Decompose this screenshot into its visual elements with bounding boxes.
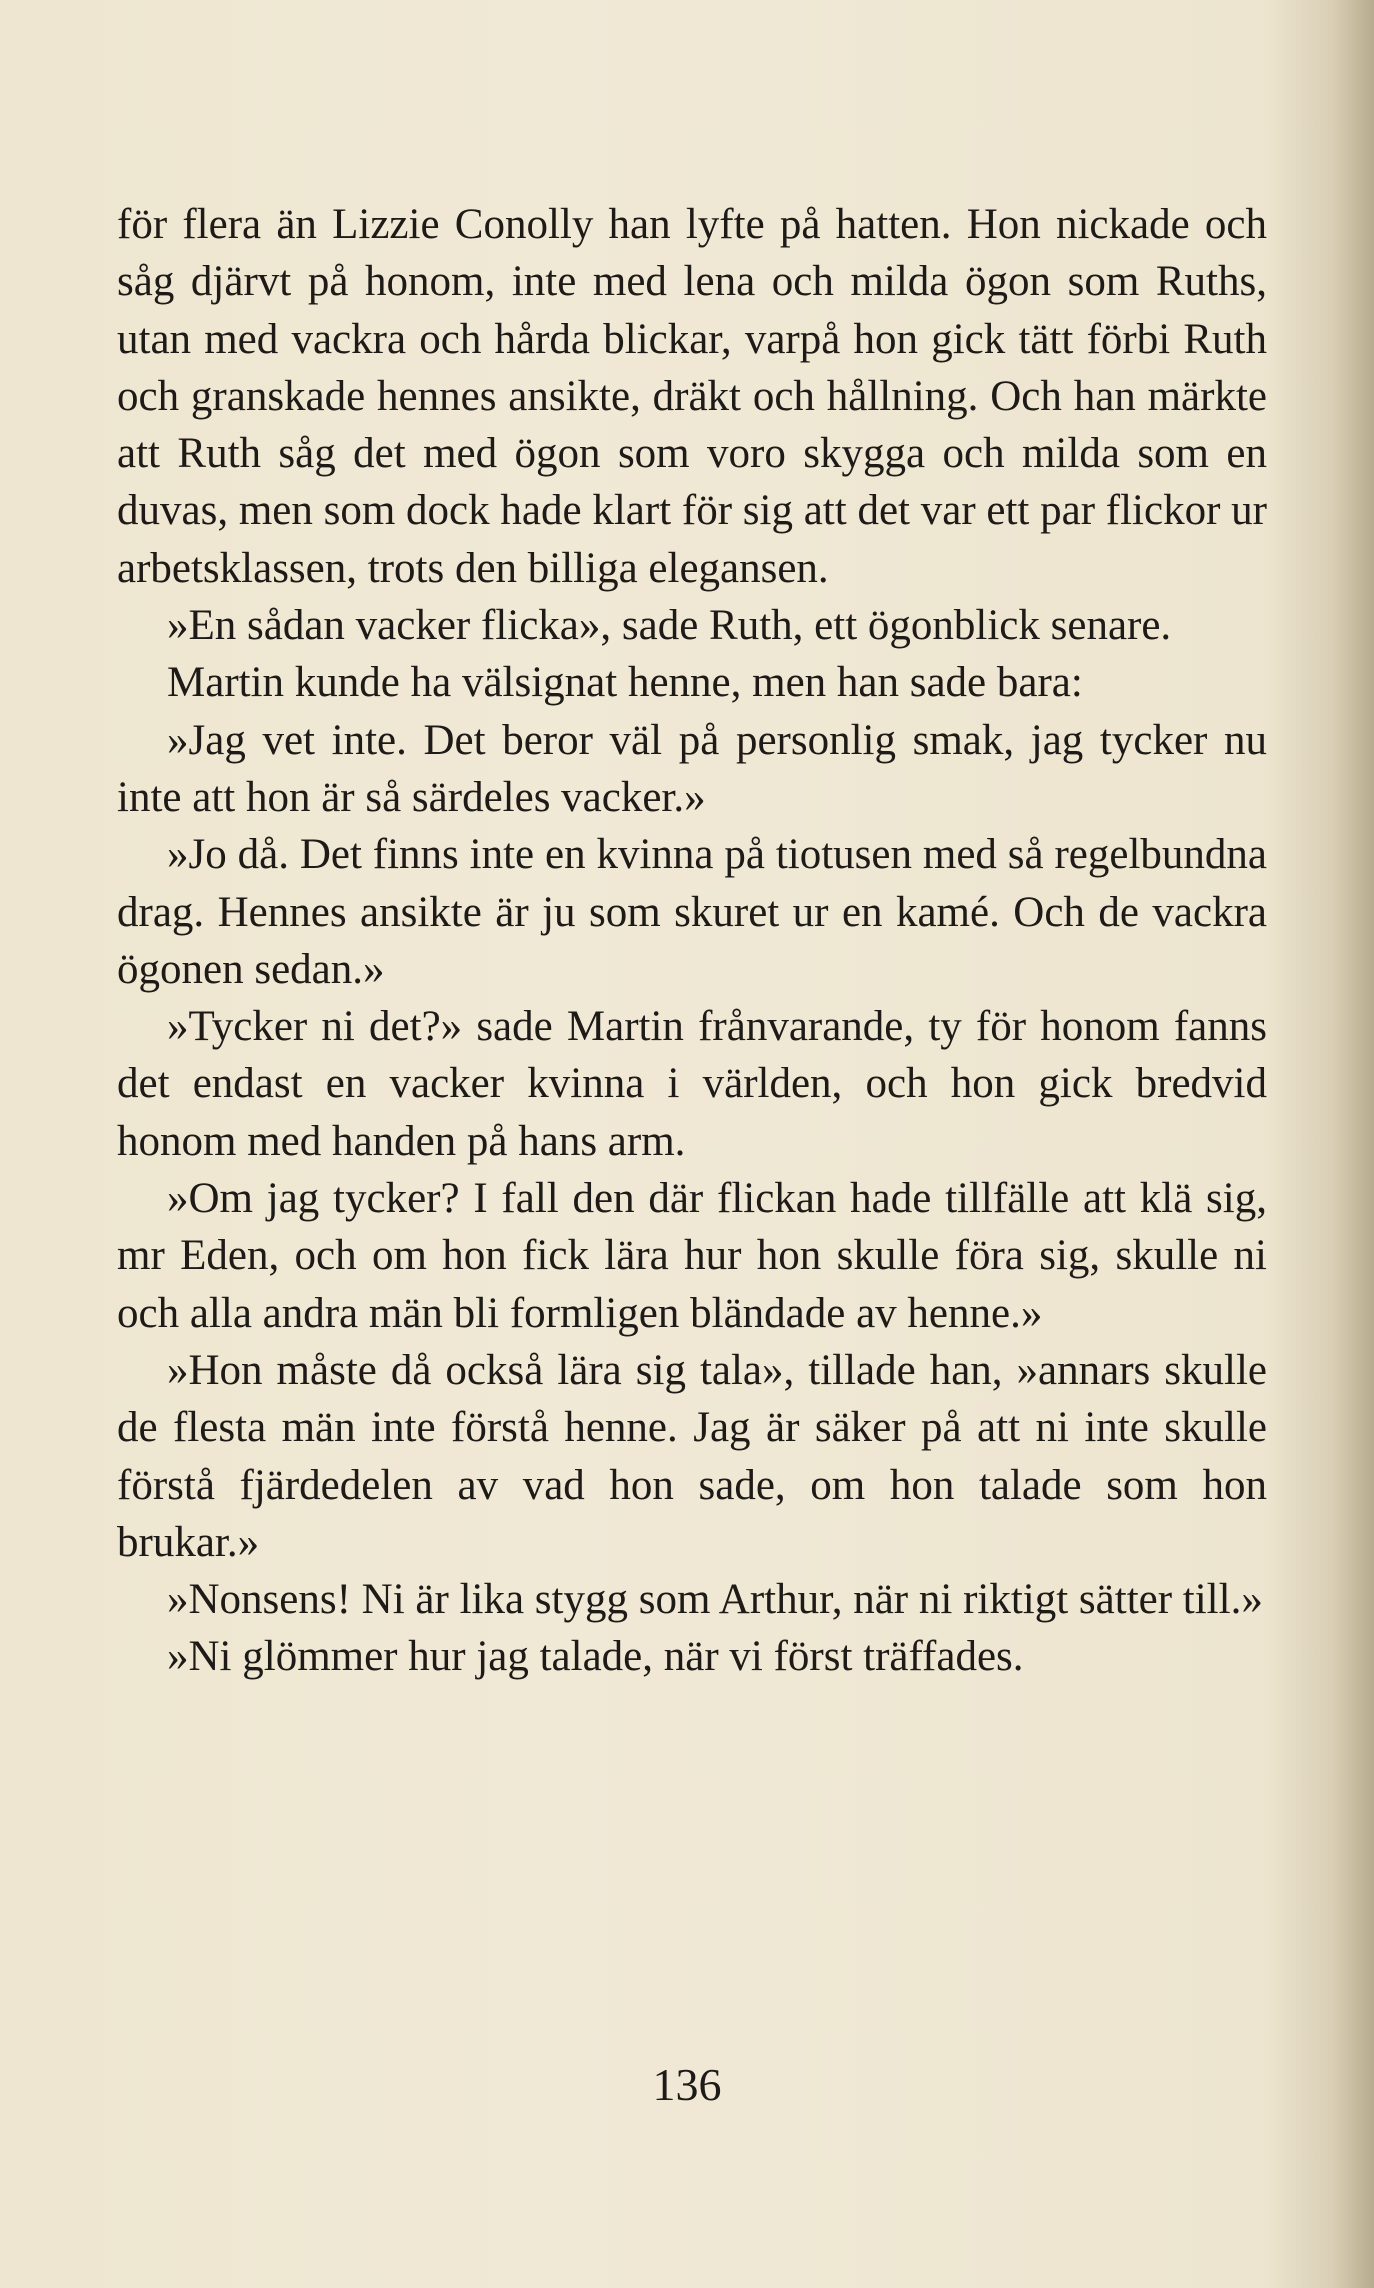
paragraph: »Om jag tycker? I fall den där flickan hade tillfälle att klä sig, mr Eden, och om hon fick lära hur hon skulle föra sig, skulle ni och alla andra män bli formligen bländade av henne.» (117, 1175, 1267, 1337)
paragraph: »Tycker ni det?» sade Martin frånvarande, ty för honom fanns det endast en vacker kvinna i världen, och hon gick bredvid honom med handen på hans arm. (117, 1003, 1267, 1165)
paragraph: »Hon måste då också lära sig tala», tillade han, »annars skulle de flesta män inte förstå henne. Jag är säker på att ni inte skulle förstå fjärdedelen av vad hon sade, om hon talade som hon brukar.» (117, 1346, 1267, 1566)
body-text (117, 196, 1267, 1686)
paragraph: för flera än Lizzie Conolly han lyfte på hatten. Hon nickade och såg djärvt på honom, inte med lena och milda ögon som Ruths, utan med vackra och hårda blickar, varpå hon gick tätt förbi Ruth och granskade hennes ansikte, dräkt och hållning. Och han märkte att Ruth såg det med ögon som voro skygga och milda som en duvas, men som dock hade klart för sig att det var ett par flickor ur arbetsklassen, trots den billiga elegansen. (117, 201, 1267, 592)
paragraph: »Ni glömmer hur jag talade, när vi först träffades. (167, 1633, 1024, 1681)
paragraph: »Jo då. Det finns inte en kvinna på tiotusen med så regelbundna drag. Hennes ansikte är ju som skuret ur en kamé. Och de vackra ögonen sedan.» (117, 831, 1267, 993)
paragraph: »Nonsens! Ni är lika stygg som Arthur, när ni riktigt sätter till.» (167, 1576, 1263, 1624)
page-number: 136 (652, 2059, 722, 2110)
paragraph: »Jag vet inte. Det beror väl på personlig smak, jag tycker nu inte att hon är så särdeles vacker.» (117, 716, 1267, 821)
paragraph: »En sådan vacker flicka», sade Ruth, ett ögonblick senare. (167, 602, 1172, 650)
paragraph: Martin kunde ha välsignat henne, men han sade bara: (167, 659, 1083, 707)
